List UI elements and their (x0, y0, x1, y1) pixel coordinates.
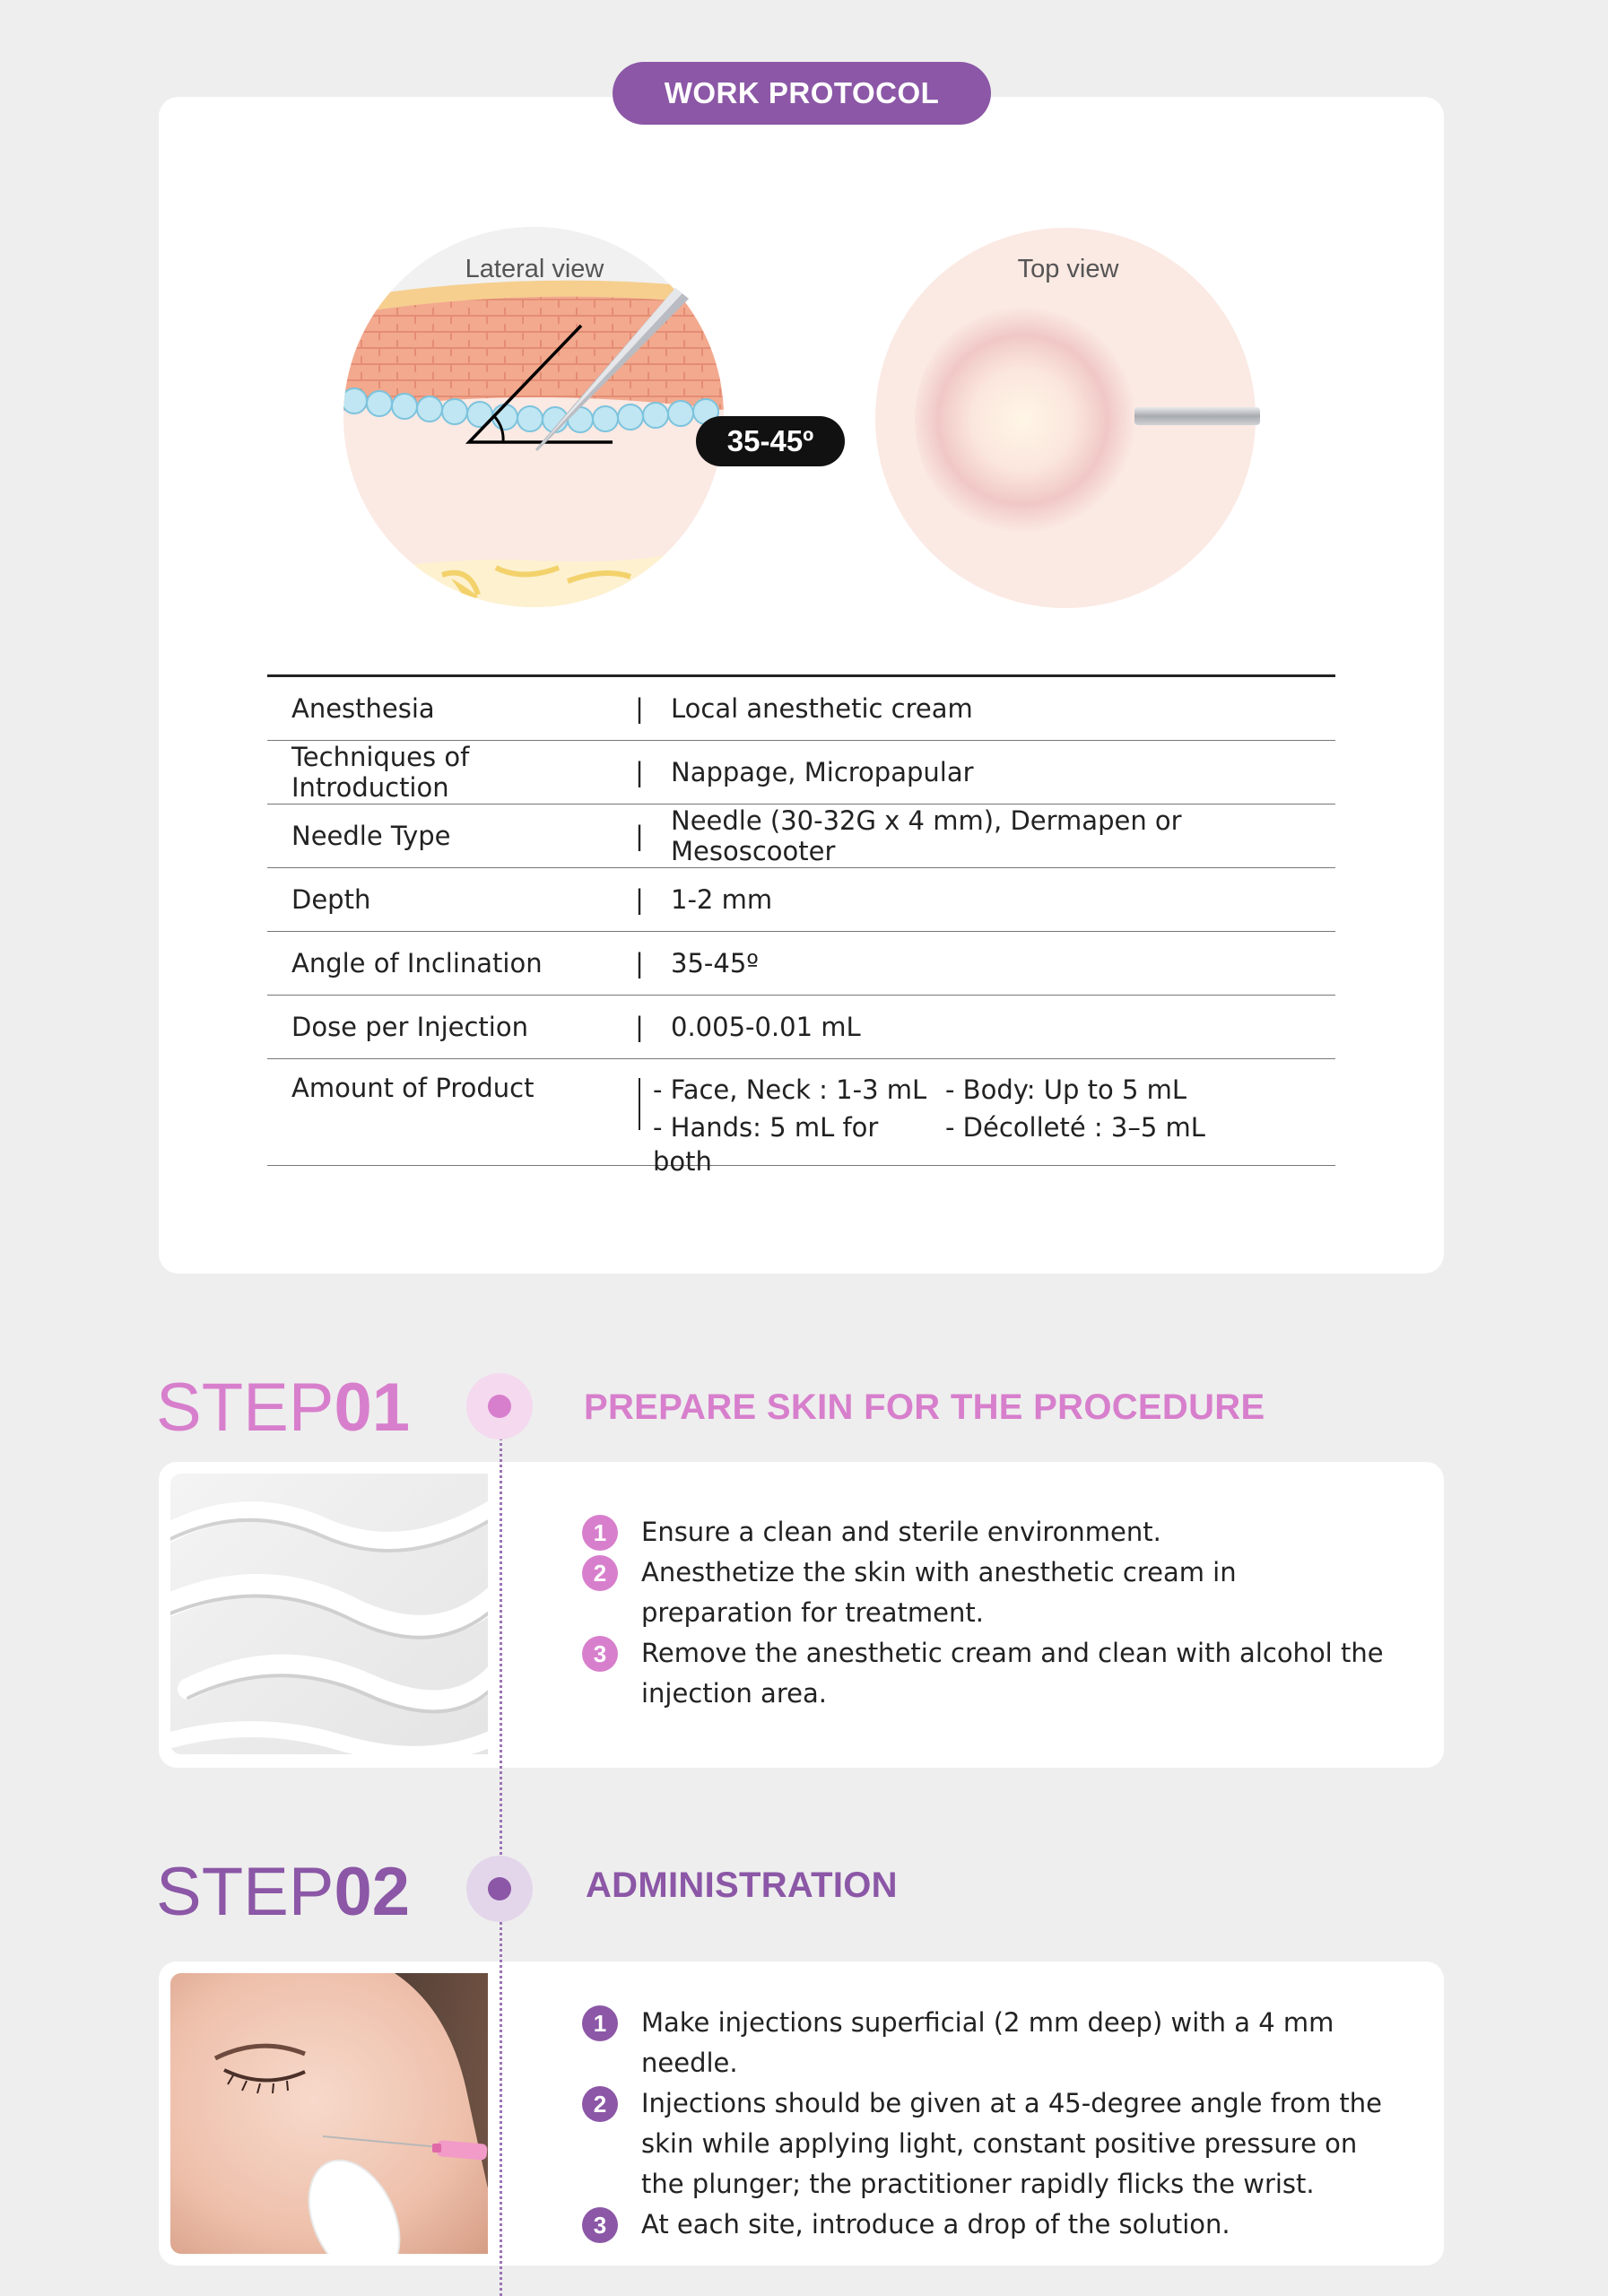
list-item-text: Anesthetize the skin with anesthetic cream in preparation for treatment. (641, 1557, 1237, 1628)
step-01-marker-dot (488, 1395, 511, 1418)
top-view-diagram (874, 227, 1260, 613)
list-item (582, 2003, 1389, 2083)
table-row (267, 804, 1335, 868)
spec-value: Local anesthetic cream (671, 693, 973, 724)
step-word: STEP (156, 1370, 335, 1446)
table-row (267, 996, 1335, 1059)
table-row (267, 932, 1335, 996)
cream-texture-image (170, 1474, 488, 1754)
step-number: 02 (334, 1854, 411, 1930)
step-02-card (159, 1961, 1444, 2266)
step-02-marker-dot (488, 1877, 511, 1900)
spec-label: Amount of Product (291, 1073, 535, 1103)
number-badge: 1 (582, 1515, 618, 1551)
step-01-card (159, 1462, 1444, 1768)
list-item (582, 1552, 1389, 1633)
spec-label: Depth (291, 884, 371, 915)
step-02-title (156, 1854, 411, 1930)
spec-separator: | (635, 821, 644, 851)
protocol-spec-table (267, 674, 1335, 1177)
spec-separator: | (635, 948, 644, 978)
list-item-text: Ensure a clean and sterile environment. (641, 1517, 1161, 1547)
lateral-view-diagram (343, 227, 729, 613)
step-word: STEP (156, 1854, 335, 1930)
step-02-marker (466, 1856, 533, 1922)
list-item-text: At each site, introduce a drop of the solution. (641, 2209, 1230, 2239)
spec-value: Needle (30-32G x 4 mm), Dermapen or Mesoscooter (671, 805, 1182, 866)
face-injection-image (170, 1973, 488, 2254)
work-protocol-badge: WORK PROTOCOL (613, 62, 991, 125)
spec-value: 35-45º (671, 948, 759, 978)
list-item (582, 1512, 1389, 1552)
list-item (582, 2205, 1389, 2245)
number-badge: 2 (582, 2086, 618, 2122)
step-01-title (156, 1370, 411, 1446)
spec-label: Dose per Injection (291, 1012, 528, 1042)
step-number: 01 (334, 1370, 411, 1446)
table-row (267, 741, 1335, 804)
list-item-text: Injections should be given at a 45-degree angle from the skin while applying light, constant positive pressure on the plunger; the practitioner rapidly flicks the wrist. (641, 2088, 1383, 2199)
list-item-text: Remove the anesthetic cream and clean with alcohol the injection area. (641, 1638, 1384, 1709)
list-item (582, 2083, 1389, 2205)
spec-separator: | (635, 1012, 644, 1042)
timeline-line (500, 1406, 502, 2296)
spec-label: Needle Type (291, 821, 451, 851)
table-row (267, 868, 1335, 932)
spec-label: Angle of Inclination (291, 948, 543, 978)
angle-badge: 35-45º (696, 416, 845, 466)
table-row (267, 1059, 1335, 1177)
amount-face-neck: - Face, Neck : 1-3 mL (653, 1074, 927, 1105)
number-badge: 1 (582, 2005, 618, 2041)
spec-value: 1-2 mm (671, 884, 773, 915)
step-01-marker (466, 1373, 533, 1439)
top-view-label: Top view (1017, 255, 1119, 283)
number-badge: 2 (582, 1555, 618, 1591)
spec-separator: | (635, 693, 644, 724)
spec-value: Nappage, Micropapular (671, 757, 974, 787)
number-badge: 3 (582, 1636, 618, 1672)
spec-separator: | (635, 884, 644, 915)
list-item (582, 1633, 1389, 1714)
list-item-text: Make injections superficial (2 mm deep) with a 4 mm needle. (641, 2007, 1334, 2078)
step-01-heading: PREPARE SKIN FOR THE PROCEDURE (584, 1387, 1265, 1427)
amount-decollete: - Décolleté : 3–5 mL (945, 1112, 1205, 1143)
spec-label: Techniques of Introduction (291, 742, 470, 803)
amount-of-product-values (653, 1073, 1335, 1178)
amount-hands: - Hands: 5 mL for both (653, 1112, 879, 1177)
amount-body: - Body: Up to 5 mL (945, 1074, 1187, 1105)
number-badge: 3 (582, 2207, 618, 2243)
step-01-list (582, 1512, 1389, 1714)
spec-value: 0.005-0.01 mL (671, 1012, 861, 1042)
spec-separator: | (635, 757, 644, 787)
step-02-heading: ADMINISTRATION (586, 1866, 898, 1905)
spec-separator-bar (639, 1078, 640, 1130)
spec-label: Anesthesia (291, 693, 435, 724)
step-02-list (582, 2003, 1389, 2245)
table-row (267, 677, 1335, 741)
lateral-view-label: Lateral view (465, 255, 604, 283)
